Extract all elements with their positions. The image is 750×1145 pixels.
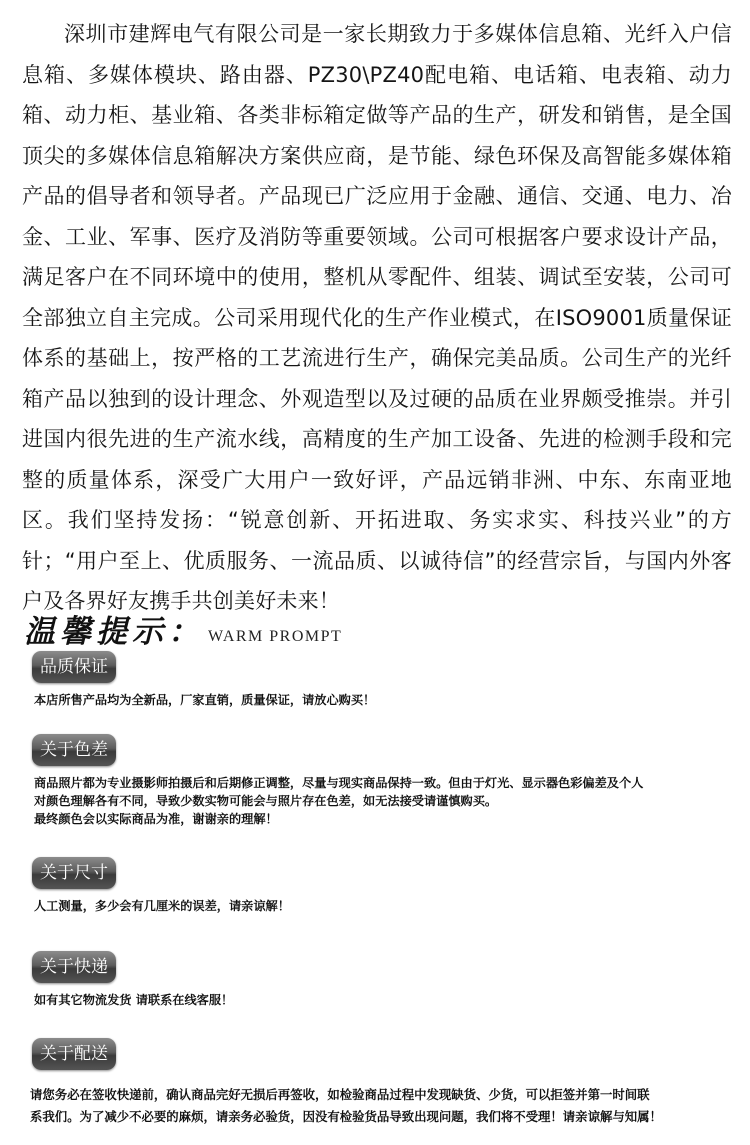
notice-badge: 关于色差 [32,734,116,766]
notice-line: 最终颜色会以实际商品为准，谢谢亲的理解！ [34,812,278,826]
notice-line: 人工测量，多少会有几厘米的误差，请亲谅解！ [34,899,290,913]
notice-text [34,774,740,828]
notice-text [34,991,740,1009]
notice-text [30,1084,736,1128]
notice-line: 对颜色理解各有不同，导致少数实物可能会与照片存在色差，如无法接受请谨慎购买。 [34,794,498,808]
notice-text [34,897,740,915]
notice-badge: 关于配送 [32,1038,116,1070]
notice-badge: 关于尺寸 [32,857,116,889]
notice-line: 系我们。为了减少不必要的麻烦，请亲务必验货，因没有检验货品导致出现问题，我们将不受理！请亲谅解与知属！ [30,1109,662,1124]
warm-prompt-subtitle: WARM PROMPT [208,628,343,645]
company-intro-paragraph: 深圳市建辉电气有限公司是一家长期致力于多媒体信息箱、光纤入户信息箱、多媒体模块、路由器、PZ30\PZ40配电箱、电话箱、电表箱、动力箱、动力柜、基业箱、各类非标箱定做等产品的生产，研发和销售，是全国顶尖的多媒体信息箱解决方案供应商，是节能、绿色环保及高智能多媒体箱产品的倡导者和领导者。产品现已广泛应用于金融、通信、交通、电力、冶金、工业、军事、医疗及消防等重要领域。公司可根据客户要求设计产品，满足客户在不同环境中的使用，整机从零配件、组装、调试至安装，公司可全部独立自主完成。公司采用现代化的生产作业模式，在ISO9001质量保证体系的基础上，按严格的工艺流进行生产，确保完美品质。公司生产的光纤箱产品以独到的设计理念、外观造型以及过硬的品质在业界颇受推崇。并引进国内很先进的生产流水线，高精度的生产加工设备、先进的检测手段和完整的质量体系，深受广大用户一致好评，产品远销非洲、中东、东南亚地区。我们坚持发扬：“锐意创新、开拓进取、务实求实、科技兴业”的方针；“用户至上、优质服务、一流品质、以诚待信”的经营宗旨，与国内外客户及各界好友携手共创美好未来！ [22,22,732,613]
warm-prompt-header [24,608,342,654]
notice-line: 商品照片都为专业摄影师拍摄后和后期修正调整，尽量与现实商品保持一致。但由于灯光、显示器色彩偏差及个人 [34,776,644,790]
notice-line: 如有其它物流发货 请联系在线客服！ [34,993,234,1007]
notice-line: 本店所售产品均为全新品，厂家直销，质量保证，请放心购买！ [34,693,376,707]
notice-badge: 关于快递 [32,951,116,983]
notice-text [34,691,740,709]
notice-line: 请您务必在签收快递前，确认商品完好无损后再签收，如检验商品过程中发现缺货、少货，可以拒签并第一时间联 [30,1087,650,1102]
notice-badge: 品质保证 [32,651,116,683]
warm-prompt-title: 温馨提示： [24,614,204,650]
